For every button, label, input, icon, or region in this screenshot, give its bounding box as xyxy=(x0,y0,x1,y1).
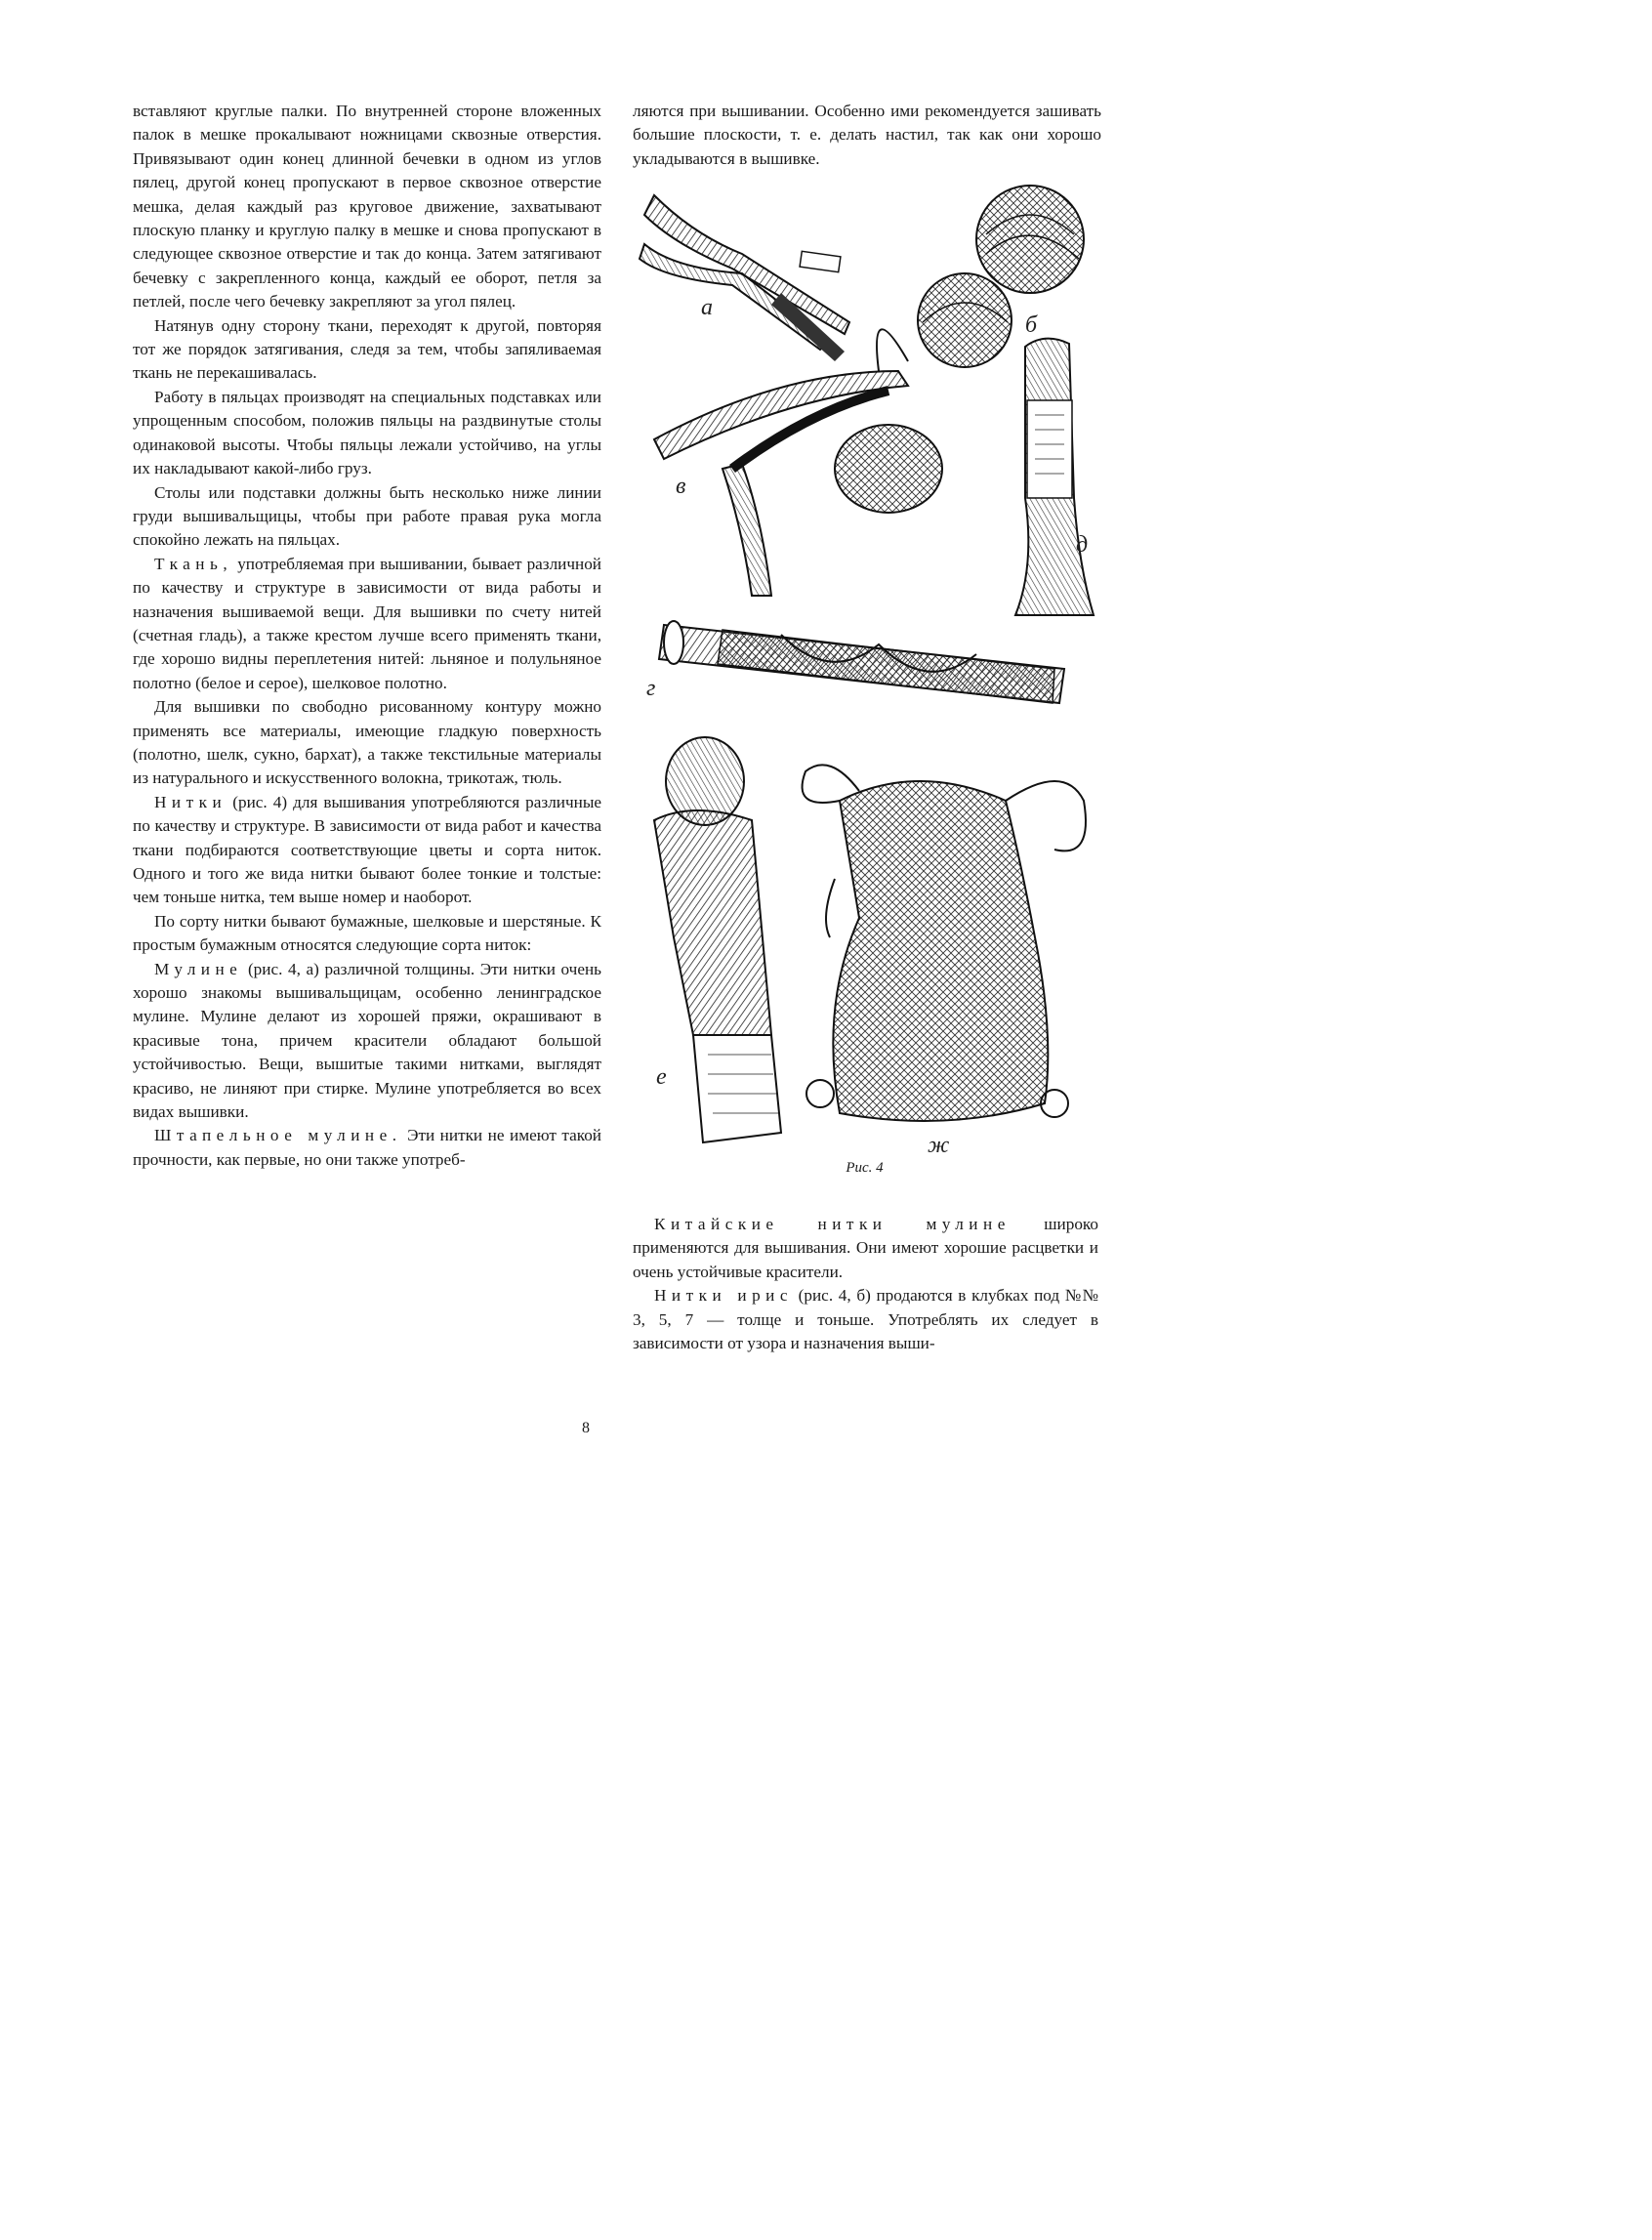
twisted-hank-drawing xyxy=(654,329,942,596)
paragraph: вставляют круглые палки. По внутренней стороне вложенных палок в мешке прокалывают ножницами сквозные отверстия. Привязывают один конец длинной бечевки в одном из углов пялец, другой конец пропускают в первое сквозное отверстие мешка, делая каждый раз круговое движение, захватывают плоскую планку и круглую палку в мешке и снова пропускают в следующее сквозное отверстие и так до конца. Затем затягивают бечевку с закрепленного конца, каждый ее оборот, петля за петлей, после чего бечевку закрепляют за угол пялец. xyxy=(133,102,601,311)
paragraph xyxy=(633,1284,1098,1355)
label-v: в xyxy=(676,474,686,499)
mouline-skein-drawing xyxy=(640,195,849,361)
embroidered-pouch-drawing xyxy=(803,765,1086,1121)
label-d: д xyxy=(1076,532,1089,558)
paragraph: Работу в пяльцах производят на специальных подставках или упрощенным способом, положив пяльцы на раздвинутые столы одинаковой высоты. Чтобы пяльцы лежали устойчиво, на углы их накладывают какой-либо груз. xyxy=(133,387,601,478)
label-a: а xyxy=(701,295,713,320)
paragraph: ляются при вышивании. Особенно ими рекомендуется зашивать большие плоскости, т. е. делать настил, так как они хорошо укладываются в вышивке. xyxy=(633,102,1101,168)
paragraph-text: (рис. 4, а) различной толщины. Эти нитки очень хорошо знакомы вышивальщицам, особенно ленинградское мулине. Мулине делают из хорошей пряжи, окрашивают в красивые тона, причем красители обладают большой устойчивостью. Вещи, вышитые такими нитками, выглядят красиво, не линяют при стирке. Мулине употребляется во всех видах вышивки. xyxy=(133,959,601,1122)
paragraph: По сорту нитки бывают бумажные, шелковые и шерстяные. К простым бумажным относятся следующие сорта ниток: xyxy=(133,911,601,955)
paragraph: Столы или подставки должны быть несколько ниже линии груди вышивальщицы, чтобы при работе правая рука могла спокойно лежать на пяльцах. xyxy=(133,482,601,550)
paragraph-text: употребляемая при вышивании, бывает различной по качеству и структуре в зависимости от вида работы и назначения вышиваемой вещи. Для вышивки по счету нитей (счетная гладь), а также крестом лучше всего применять ткани, где хорошо видны переплетения нитей: льняное и полульняное полотно (белое и серое), шелковое полотно. xyxy=(133,554,601,692)
label-e: е xyxy=(656,1064,667,1090)
left-column xyxy=(133,100,601,1172)
term: Мулине xyxy=(154,959,243,978)
right-column-bottom xyxy=(633,1213,1098,1355)
paragraph xyxy=(133,553,601,695)
term: Штапельное мулине. xyxy=(154,1126,402,1145)
label-b: б xyxy=(1025,312,1038,338)
paragraph-text: широко применяются для вышивания. Они имеют хорошие расцветки и очень устойчивые красители. xyxy=(633,1215,1098,1281)
paragraph-text: (рис. 4) для вышивания употребляются различные по качеству и структуре. В зависимости от вида работ и качества ткани подбираются соответствующие цветы и сорта ниток. Одного и того же вида нитки бывают более тонкие и толстые: чем тоньше нитка, тем выше номер и наоборот. xyxy=(133,792,601,907)
label-g: г xyxy=(646,676,656,701)
label-zh: ж xyxy=(928,1133,950,1152)
paragraph xyxy=(133,791,601,910)
term: Нитки ирис xyxy=(654,1286,793,1306)
spool-drawing xyxy=(659,621,1064,703)
wrapped-skein-drawing xyxy=(654,737,781,1142)
paragraph: Натянув одну сторону ткани, переходят к другой, повторяя тот же порядок затягивания, следя за тем, чтобы запяливаемая ткань не перекашивалась. xyxy=(133,315,601,383)
right-column-top xyxy=(633,100,1101,171)
term: Китайские нитки мулине xyxy=(654,1215,1011,1233)
paragraph xyxy=(133,958,601,1125)
paragraph-text: (рис. 4, б) продаются в клубках под №№ 3, 5, 7 — толще и тоньше. Употреблять их следует в зависимости от узора и назначения выши- xyxy=(633,1286,1098,1353)
bundle-drawing xyxy=(1015,339,1094,615)
term: Ткань, xyxy=(154,554,233,573)
figure-caption: Рис. 4 xyxy=(846,1160,884,1176)
page-number: 8 xyxy=(582,1420,590,1436)
paragraph: Для вышивки по свободно рисованному контуру можно применять все материалы, имеющие гладкую поверхность (полотно, шелк, сукно, бархат), а также текстильные материалы из натурального и искусственного волокна, трикотаж, тюль. xyxy=(133,697,601,788)
thread-illustration xyxy=(635,176,1103,1152)
paragraph-text: Эти нитки не имеют такой прочности, как первые, но они также употреб- xyxy=(133,1126,601,1169)
paragraph xyxy=(633,1213,1098,1284)
term: Нитки xyxy=(154,792,227,811)
paragraph xyxy=(133,1124,601,1172)
